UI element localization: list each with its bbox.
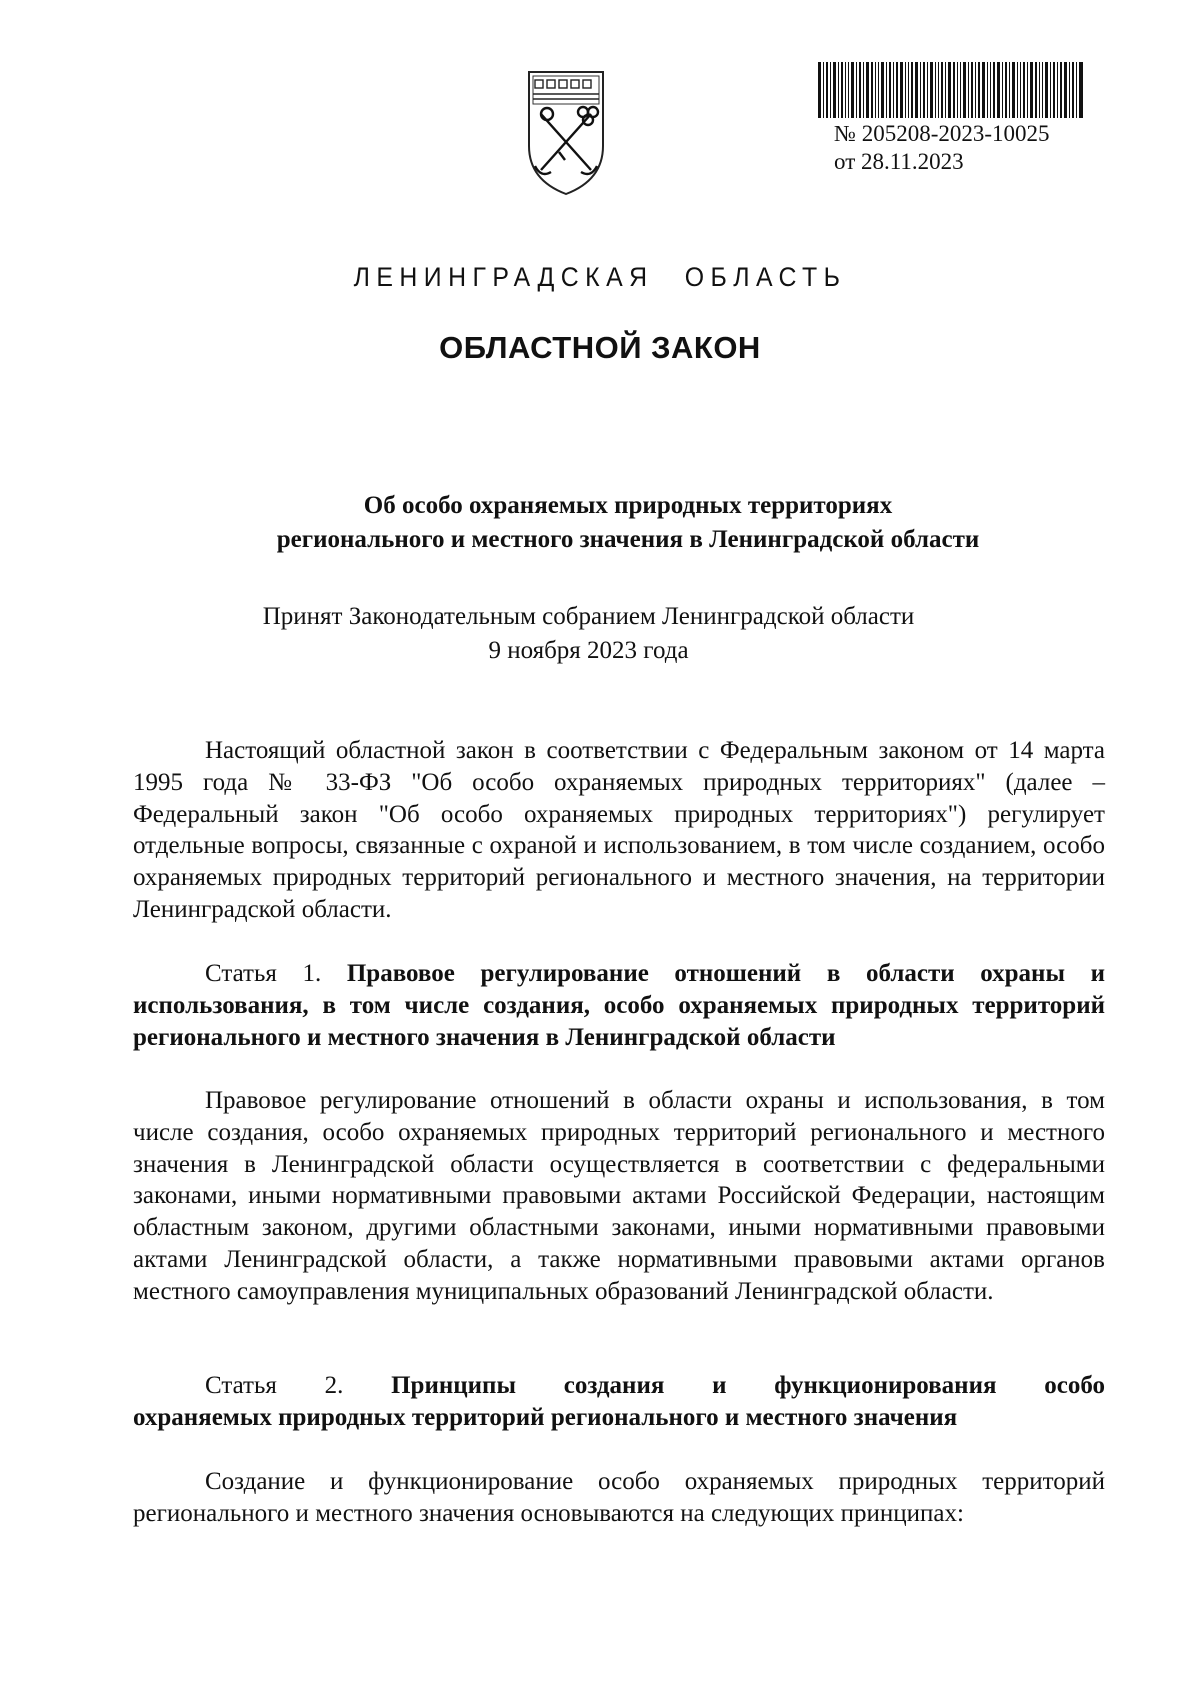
article-2-heading-line-2: охраняемых природных территорий регионального и местного значения <box>133 1403 958 1431</box>
article-2-label: Статья 2. <box>205 1372 344 1399</box>
law-title-line-2: регионального и местного значения в Ленинградской области <box>276 526 980 553</box>
registration-date: от 28.11.2023 <box>834 149 964 174</box>
registration-number: № 205208-2023-10025 <box>834 121 1050 146</box>
adoption-note <box>0 600 1177 668</box>
article-1-heading-block <box>133 958 1105 1053</box>
document-type: ОБЛАСТНОЙ ЗАКОН <box>439 330 761 365</box>
preamble-paragraph: Настоящий областной закон в соответствии с Федеральным законом от 14 марта 1995 года № 33-ФЗ "Об особо охраняемых природных территориях" (далее – Федеральный закон "Об особо охраняемых природных территориях") регулирует отдельные вопросы, связанные с охраной и использованием, в том числе созданием, особо охраняемых природных территорий регионального и местного значения, на территории Ленинградской области. <box>133 737 1105 923</box>
region-word-1: ЛЕНИНГРАДСКАЯ <box>353 262 654 292</box>
coat-of-arms-icon <box>525 68 607 198</box>
article-1-label: Статья 1. <box>205 960 322 987</box>
adoption-date: 9 ноября 2023 года <box>488 637 689 664</box>
region-word-2: ОБЛАСТЬ <box>684 262 847 292</box>
law-title <box>0 489 1200 557</box>
registration-info <box>834 120 1050 176</box>
barcode-icon <box>818 62 1083 118</box>
adoption-line-1: Принят Законодательным собранием Ленинградской области <box>262 603 915 630</box>
article-2-heading-line-1: Принципы создания и функционирования особо <box>391 1372 1106 1399</box>
article-2-heading-block <box>133 1370 1105 1434</box>
article-2-text: Создание и функционирование особо охраняемых природных территорий регионального и местного значения основываются на следующих принципах: <box>133 1468 1105 1527</box>
article-1-text: Правовое регулирование отношений в области охраны и использования, в том числе создания, особо охраняемых природных территорий регионального и местного значения в Ленинградской области осуществляется в соответствии с федеральными законами, иными нормативными правовыми актами Российской Федерации, настоящим областным законом, другими областными законами, иными нормативными правовыми актами Ленинградской области, а также нормативными правовыми актами органов местного самоуправления муниципальных образований Ленинградской области. <box>133 1087 1105 1305</box>
region-name <box>48 262 1152 293</box>
article-1-heading: Правовое регулирование отношений в области охраны и использования, в том числе создания, особо охраняемых природных территорий регионального и местного значения в Ленинградской области <box>133 960 1105 1051</box>
law-title-line-1: Об особо охраняемых природных территориях <box>363 492 893 519</box>
